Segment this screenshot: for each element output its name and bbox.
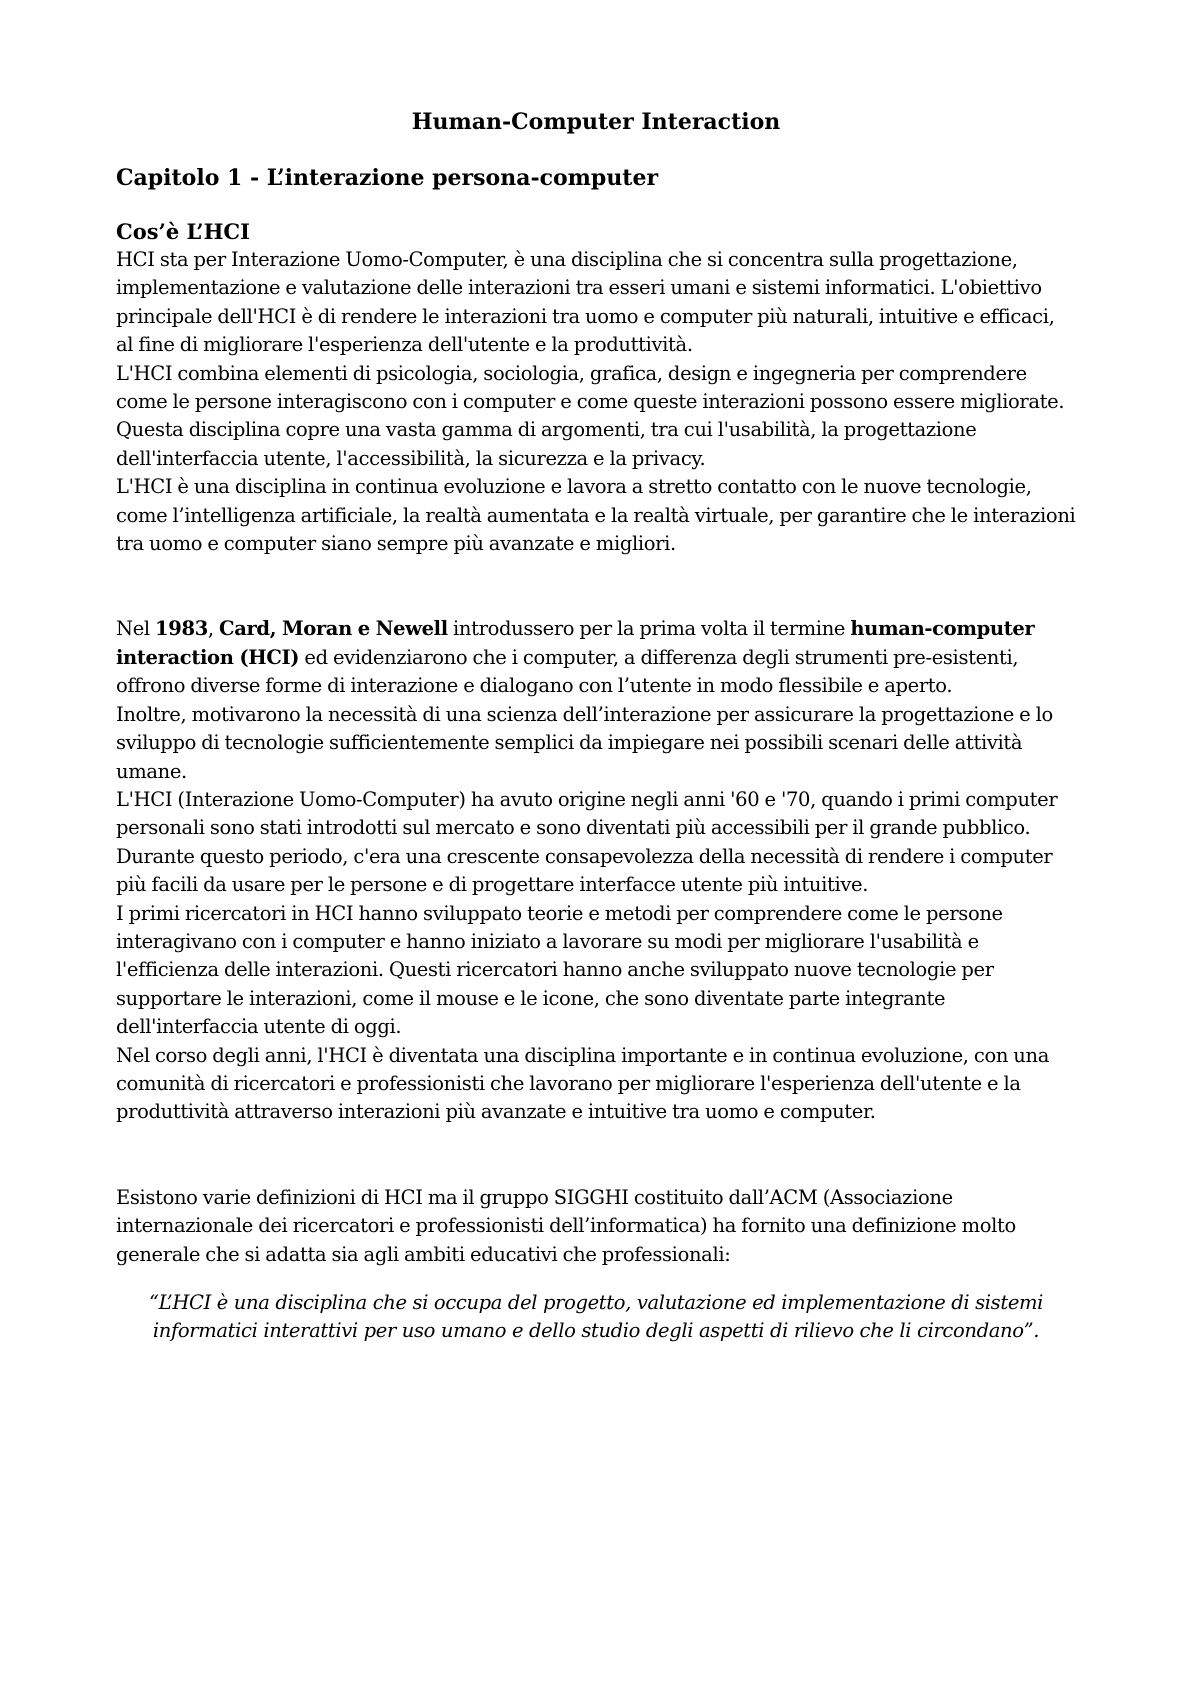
text-run: introdussero per la prima volta il termine xyxy=(447,617,851,641)
document-page xyxy=(116,108,1076,1346)
history-intro-paragraph xyxy=(116,615,1076,700)
history-paragraph: Inoltre, motivarono la necessità di una scienza dell’interazione per assicurare la progettazione e lo sviluppo di tecnologie sufficientemente semplici da impiegare nei possibili scenari delle attività umane. xyxy=(116,702,1053,783)
history-paragraph: I primi ricercatori in HCI hanno sviluppato teorie e metodi per comprendere come le persone interagivano con i computer e hanno iniziato a lavorare su modi per migliorare l'usabilità e l'efficienza delle interazioni. Questi ricercatori hanno anche sviluppato nuove tecnologie per supportare le interazioni, come il mouse e le icone, che sono diventate parte integrante dell'interfaccia utente di oggi. xyxy=(116,901,1003,1039)
section-paragraph: L'HCI combina elementi di psicologia, sociologia, grafica, design e ingegneria per comprendere come le persone interagiscono con i computer e come queste interazioni possono essere migliorate. Questa disciplina copre una vasta gamma di argomenti, tra cui l'usabilità, la progettazione dell'interfaccia utente, l'accessibilità, la sicurezza e la privacy. xyxy=(116,361,1065,470)
section-what-is-hci xyxy=(116,218,1076,558)
section-paragraph: HCI sta per Interazione Uomo-Computer, è una disciplina che si concentra sulla progettazione, implementazione e valutazione delle interazioni tra esseri umani e sistemi informatici. L'obiettivo principale dell'HCI è di rendere le interazioni tra uomo e computer più naturali, intuitive e efficaci, al fine di migliorare l'esperienza dell'utente e la produttività. xyxy=(116,248,1055,357)
section-paragraph: L'HCI è una disciplina in continua evoluzione e lavora a stretto contatto con le nuove tecnologie, come l’intelligenza artificiale, la realtà aumentata e la realtà virtuale, per garantire che le interazioni tra uomo e computer siano sempre più avanzate e migliori. xyxy=(116,475,1076,556)
year-highlight: 1983 xyxy=(155,617,208,641)
section-title: Cos’è L’HCI xyxy=(116,219,250,244)
text-run: , xyxy=(207,617,220,641)
authors-highlight: Card, Moran e Newell xyxy=(219,617,448,641)
section-definition xyxy=(116,1184,1076,1346)
history-paragraph: Nel corso degli anni, l'HCI è diventata una disciplina importante e in continua evoluzione, con una comunità di ricercatori e professionisti che lavorano per migliorare l'esperienza dell'utente e la produttività attraverso interazioni più avanzate e intuitive tra uomo e computer. xyxy=(116,1043,1049,1124)
term-highlight: human-computer interaction (HCI) xyxy=(116,617,1035,669)
definition-intro: Esistono varie definizioni di HCI ma il gruppo SIGGHI costituito dall’ACM (Associazione internazionale dei ricercatori e professionisti dell’informatica) ha fornito una definizione molto generale che si adatta sia agli ambiti educativi che professionali: xyxy=(116,1185,1016,1266)
section-history xyxy=(116,615,1076,1126)
history-paragraph: L'HCI (Interazione Uomo-Computer) ha avuto origine negli anni '60 e '70, quando i primi computer personali sono stati introdotti sul mercato e sono diventati più accessibili per il grande pubblico. Durante questo periodo, c'era una crescente consapevolezza della necessità di rendere i computer più facili da usare per le persone e di progettare interfacce utente più intuitive. xyxy=(116,787,1058,897)
chapter-title: Capitolo 1 - L’interazione persona-computer xyxy=(116,165,659,191)
spacer xyxy=(116,558,1076,615)
text-run: Nel xyxy=(116,617,156,641)
definition-quote: “L’HCI è una disciplina che si occupa del progetto, valutazione ed implementazione di sistemi informatici interattivi per uso umano e dello studio degli aspetti di rilievo che li circondano”. xyxy=(148,1291,1044,1343)
text-run: ed evidenziarono che i computer, a differenza degli strumenti pre-esistenti, offrono diverse forme di interazione e dialogano con l’utente in modo flessibile e aperto. xyxy=(116,645,1019,698)
spacer xyxy=(116,1127,1076,1184)
document-title: Human-Computer Interaction xyxy=(411,109,781,135)
